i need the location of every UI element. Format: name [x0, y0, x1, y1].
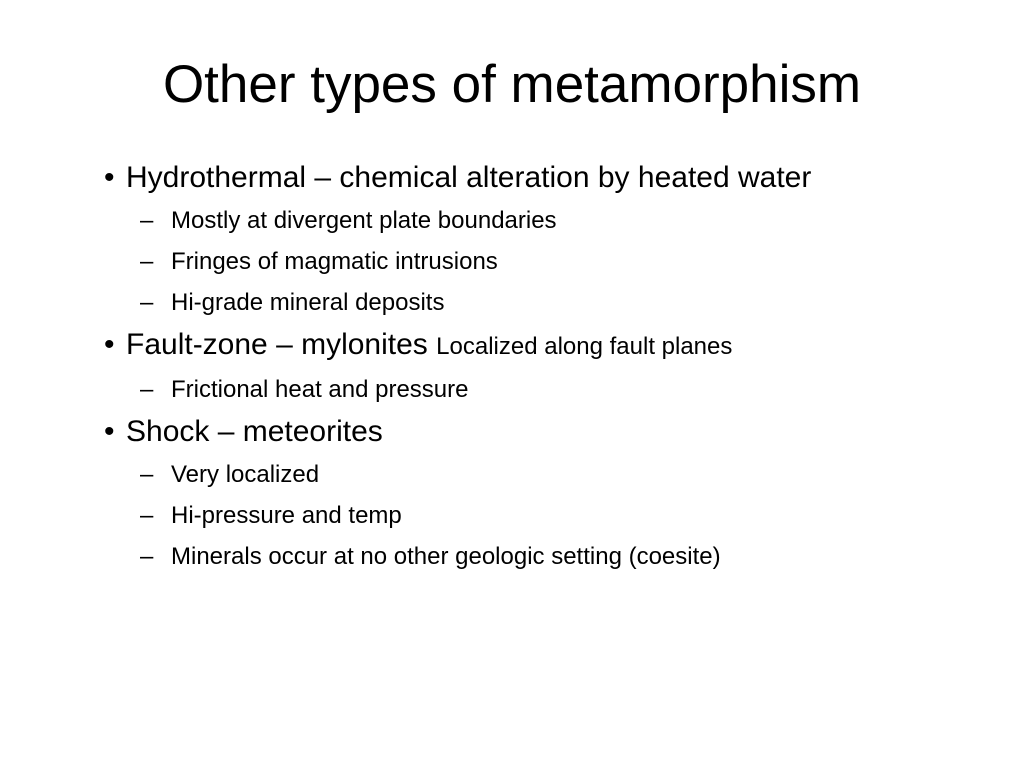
sub-bullet-text: Fringes of magmatic intrusions [171, 248, 498, 275]
sub-bullet-item [104, 536, 964, 577]
bullet-group-fault-zone [104, 323, 964, 410]
sub-bullet-marker: – [140, 289, 154, 316]
sub-bullet-item [104, 241, 964, 282]
sub-bullet-marker: – [140, 502, 154, 529]
bullet-marker: • [104, 161, 115, 194]
bullet-group-hydrothermal [104, 156, 964, 323]
sub-bullet-text: Frictional heat and pressure [171, 376, 469, 403]
sub-bullet-marker: – [140, 207, 154, 234]
bullet-text: Shock – meteorites [126, 415, 383, 448]
bullet-text: Fault-zone – mylonites [126, 328, 428, 361]
bullet-group-shock [104, 410, 964, 577]
bullet-list [104, 156, 964, 577]
sub-bullet-item [104, 369, 964, 410]
sub-bullet-text: Very localized [171, 461, 320, 488]
sub-bullet-text: Hi-pressure and temp [171, 502, 402, 529]
bullet-suffix-text: Localized along fault planes [436, 333, 733, 360]
sub-bullet-marker: – [140, 461, 154, 488]
bullet-marker: • [104, 328, 115, 361]
bullet-item [104, 323, 964, 369]
sub-bullet-marker: – [140, 376, 154, 403]
sub-bullet-item [104, 282, 964, 323]
bullet-marker: • [104, 415, 115, 448]
sub-bullet-item [104, 495, 964, 536]
bullet-item [104, 156, 964, 200]
sub-bullet-text: Hi-grade mineral deposits [171, 289, 445, 316]
sub-bullet-item [104, 454, 964, 495]
bullet-text: Hydrothermal – chemical alteration by heated water [126, 161, 812, 194]
sub-bullet-text: Minerals occur at no other geologic setting (coesite) [171, 543, 721, 570]
sub-bullet-marker: – [140, 543, 154, 570]
sub-bullet-item [104, 200, 964, 241]
sub-bullet-marker: – [140, 248, 154, 275]
bullet-item [104, 410, 964, 454]
sub-bullet-text: Mostly at divergent plate boundaries [171, 207, 557, 234]
slide-title: Other types of metamorphism [162, 55, 862, 114]
